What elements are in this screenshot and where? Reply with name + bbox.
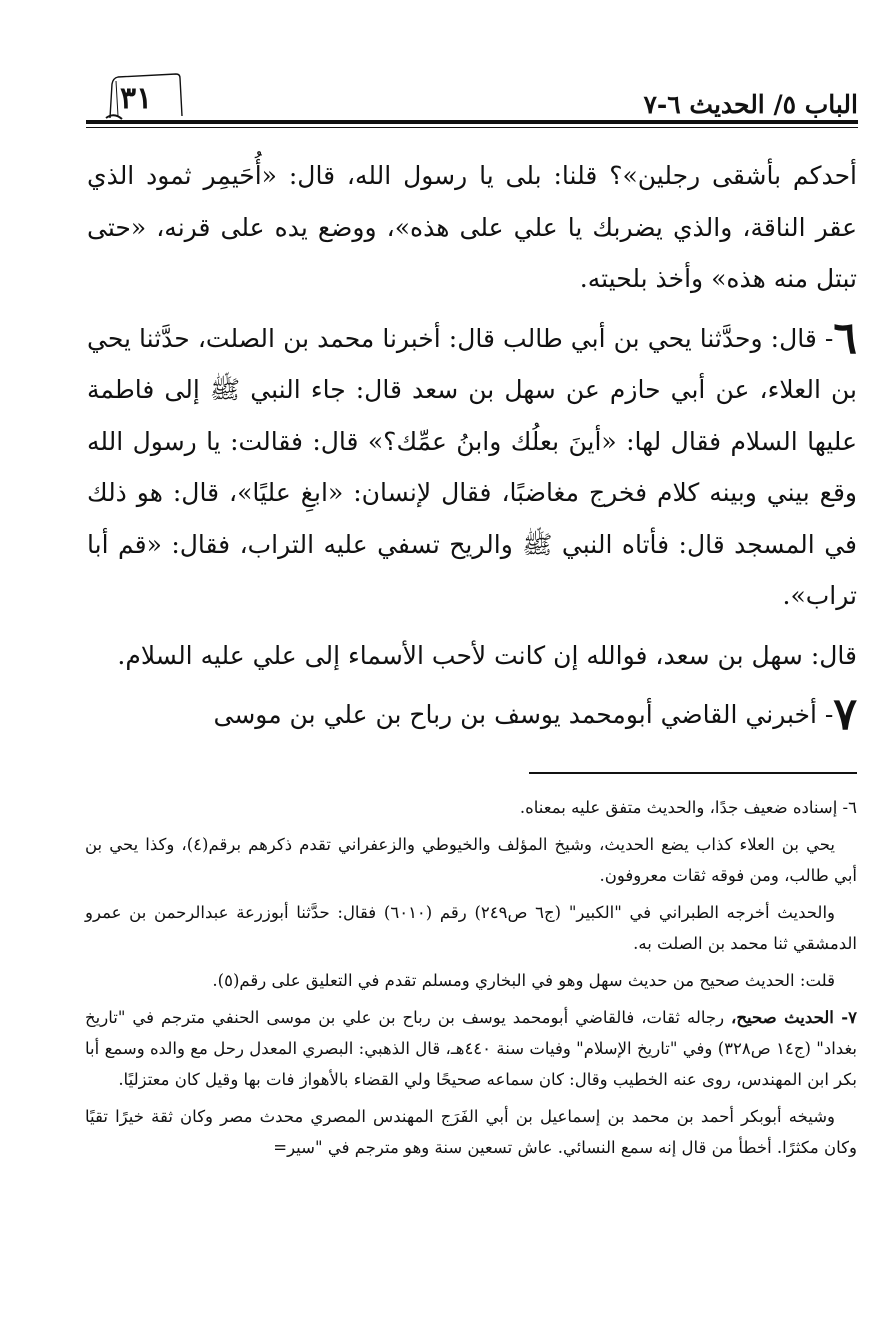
page-header — [86, 68, 858, 130]
footnote-7-para-1: رجاله ثقات، فالقاضي أبومحمد يوسف بن رباح بن علي بن موسى الحنفي مترجم في "تاريخ بغداد" (ج١٤ ص٣٢٨) وفي "تاريخ الإسلام" وفيات سنة ٤٤٠هـ، قال الذهبي: البصري المعدل رحل مع والده وسمع أبا بكر ابن المهندس، روى عنه الخطيب وقال: كان سماعه صحيحًا ولي القضاء بالأهواز فات بها وقيل كان معتزليًا. — [85, 1008, 857, 1089]
header-rule-thick — [86, 120, 858, 124]
footnote-separator — [529, 772, 857, 774]
footnote-7-label: ٧- الحديث صحيح، — [731, 1008, 858, 1027]
footnote-6-title: ٦- إسناده ضعيف جدًا، والحديث متفق عليه بمعناه. — [519, 798, 857, 817]
hadith-7-text: - أخبرني القاضي أبومحمد يوسف بن رباح بن علي بن موسى — [213, 700, 834, 729]
paragraph-hadith-6 — [87, 313, 857, 622]
footnote-6-para-1: يحي بن العلاء كذاب يضع الحديث، وشيخ المؤلف والخيوطي والزعفراني تقدم ذكرهم برقم(٤)، وكذا يحي بن أبي طالب، ومن فوقه ثقات معروفون. — [85, 835, 857, 885]
main-text — [87, 150, 857, 741]
paragraph-hadith-6-conclusion: قال: سهل بن سعد، فوالله إن كانت لأحب الأسماء إلى علي عليه السلام. — [117, 640, 857, 670]
paragraph-hadith-5-end: أحدكم بأشقى رجلين»؟ قلنا: بلى يا رسول الله، قال: «أُحَيمِر ثمود الذي عقر الناقة، والذي يضربك يا علي على هذه»، ووضع يده على قرنه، «حتى تبتل منه هذه» وأخذ بلحيته. — [87, 161, 857, 293]
header-rule-thin — [86, 127, 858, 128]
hadith-6-number: ٦ — [833, 312, 857, 364]
footnote-7 — [85, 1002, 857, 1095]
footnote-6-para-3: قلت: الحديث صحيح من حديث سهل وهو في البخاري ومسلم تقدم في التعليق على رقم(٥). — [212, 971, 835, 990]
footnote-6-para-2: والحديث أخرجه الطبراني في "الكبير" (ج٦ ص٢٤٩) رقم (٦٠١٠) فقال: حدَّثنا أبوزرعة عبدالرحمن بن عمرو الدمشقي ثنا محمد بن الصلت به. — [85, 903, 857, 953]
footnote-7-para-2: وشيخه أبوبكر أحمد بن محمد بن إسماعيل بن أبي الفَرَج المهندس المصري محدث مصر وكان ثقة خيرًا تقيًا وكان مكثرًا. أخطأ من قال إنه سمع النسائي. عاش تسعين سنة وهو مترجم في "سير= — [85, 1107, 857, 1157]
paragraph-hadith-7 — [87, 689, 857, 741]
footnotes — [85, 792, 857, 1169]
running-title: الباب ٥/ الحديث ٦-٧ — [643, 90, 858, 119]
hadith-7-number: ٧ — [833, 689, 857, 740]
page-number: ٣١ — [120, 81, 153, 116]
hadith-6-text: - قال: وحدَّثنا يحي بن أبي طالب قال: أخبرنا محمد بن الصلت، حدَّثنا يحي بن العلاء، عن أبي حازم عن سهل بن سعد قال: جاء النبي ﷺ إلى فاطمة عليها السلام فقال لها: «أينَ بعلُك وابنُ عمِّك؟» قال: فقالت: يا رسول الله وقع بيني وبينه كلام فخرج مغاضبًا، فقال لإنسان: «ابغِ عليًا»، قال: هو ذلك في المسجد قال: فأتاه النبي ﷺ والريح تسفي عليه التراب، فقال: «قم أبا تراب». — [87, 323, 857, 610]
